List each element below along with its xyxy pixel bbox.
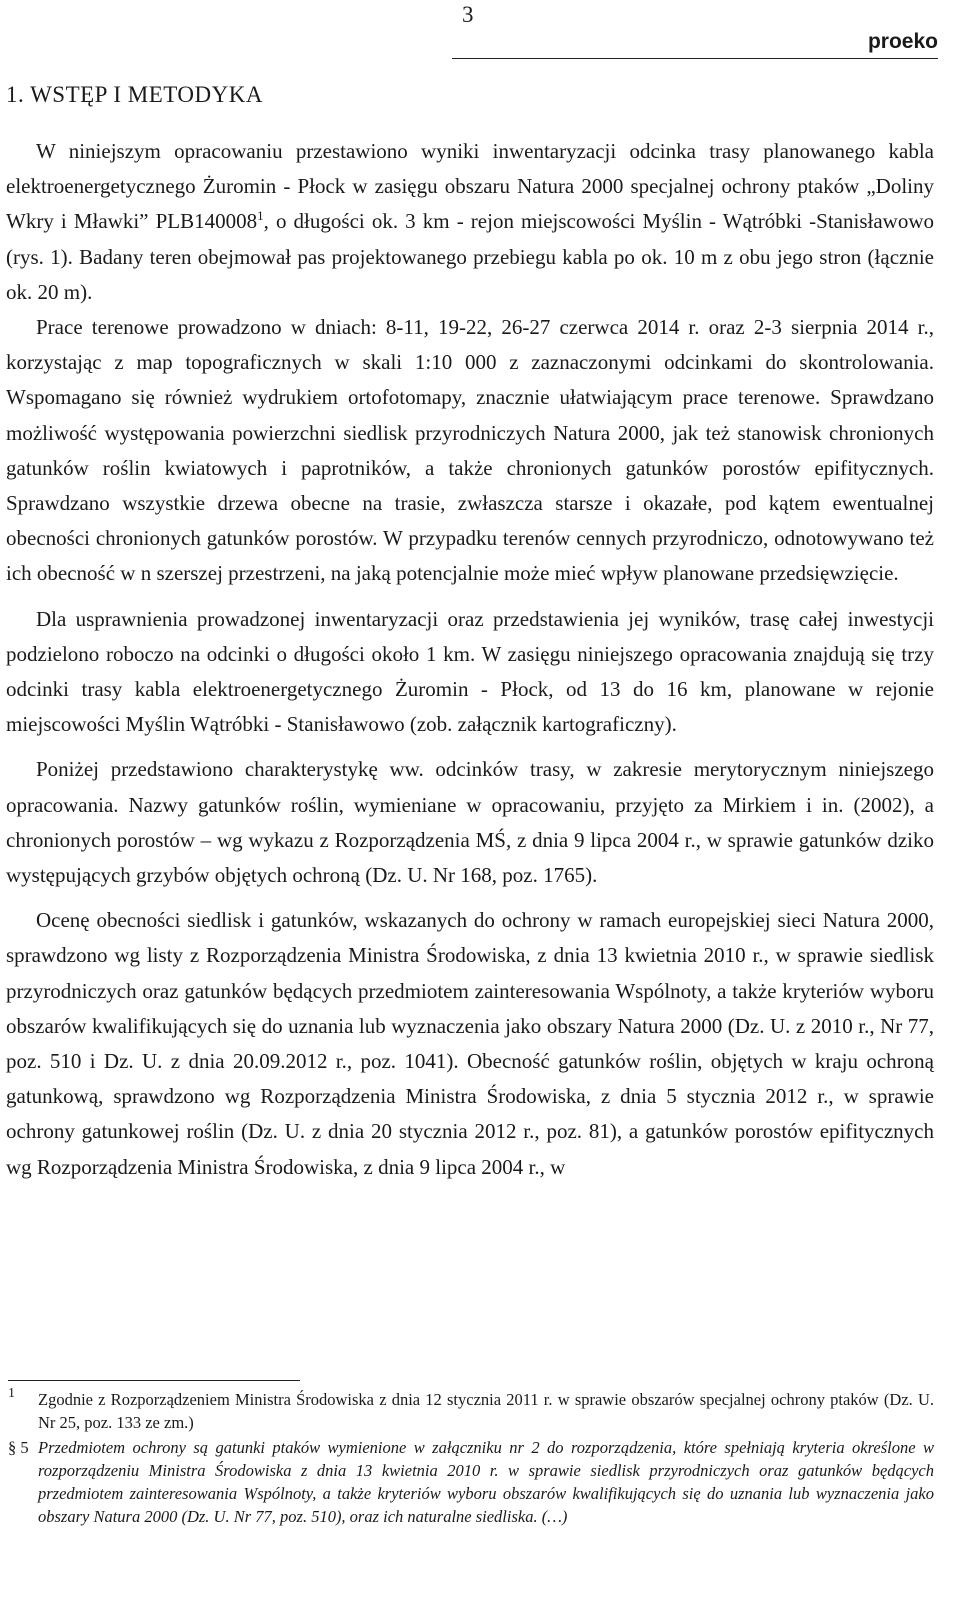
- footnote-2-mark: § 5: [8, 1438, 29, 1457]
- paragraph-4: Poniżej przedstawiono charakterystykę ww. odcinków trasy, w zakresie merytorycznym niniejszego opracowania. Nazwy gatunków roślin, wymieniane w opracowaniu, przyjęto za Mirkiem i in. (2002), a chronionych porostów – wg wykazu z Rozporządzenia MŚ, z dnia 9 lipca 2004 r., w sprawie gatunków dziko występujących grzybów objętych ochroną (Dz. U. Nr 168, poz. 1765).: [6, 757, 934, 888]
- footnote-rule: [8, 1380, 300, 1381]
- footnote-1: [8, 1388, 934, 1434]
- footnote-1-mark: 1: [8, 1386, 15, 1401]
- footnote-2: [8, 1436, 934, 1528]
- paragraph-1-text: W niniejszym opracowaniu przestawiono wyniki inwentaryzacji odcinka trasy planowanego kabla elektroenergetycznego Żuromin - Płock w zasięgu obszaru Natura 2000 specjalnej ochrony ptaków „Doliny Wkry i Mławki” PLB140008: [6, 139, 934, 234]
- body-text: [6, 134, 934, 1185]
- paragraph-3: Dla usprawnienia prowadzonej inwentaryzacji oraz przedstawienia jej wyników, trasę całej inwestycji podzielono roboczo na odcinki o długości około 1 km. W zasięgu niniejszego opracowania znajdują się trzy odcinki trasy kabla elektroenergetycznego Żuromin - Płock, od 13 do 16 km, planowane w rejonie miejscowości Myślin Wątróbki - Stanisławowo (zob. załącznik kartograficzny).: [6, 606, 934, 737]
- footnote-1-text: Zgodnie z Rozporządzeniem Ministra Środowiska z dnia 12 stycznia 2011 r. w sprawie obszarów specjalnej ochrony ptaków (Dz. U. Nr 25, poz. 133 ze zm.): [38, 1390, 934, 1432]
- footnote-ref-1: 1: [257, 208, 264, 224]
- paragraph-1-text-cont: , o długości ok. 3 km - rejon miejscowości Myślin - Wątróbki -Stanisławowo (rys. 1). Badany teren obejmował pas projektowanego przebiegu kabla po ok. 10 m z obu jego stron (łącznie ok. 20 m).: [6, 209, 934, 304]
- paragraph-2: Prace terenowe prowadzono w dniach: 8-11, 19-22, 26-27 czerwca 2014 r. oraz 2-3 sierpnia 2014 r., korzystając z map topograficznych w skali 1:10 000 z zaznaczonymi odcinkami do skontrolowania. Wspomagano się również wydrukiem ortofotomapy, znacznie ułatwiającym prace terenowe. Sprawdzano możliwość występowania powierzchni siedlisk przyrodniczych Natura 2000, jak też stanowisk chronionych gatunków roślin kwiatowych i paprotników, a także chronionych gatunków porostów epifitycznych. Sprawdzano wszystkie drzewa obecne na trasie, zwłaszcza starsze i okazałe, pod kątem ewentualnej obecności chronionych gatunków porostów. W przypadku terenów cennych przyrodniczo, odnotowywano też ich obecność w n szerszej przestrzeni, na jaką potencjalnie może mieć wpływ planowane przedsięwzięcie.: [6, 315, 934, 586]
- footnotes: [8, 1388, 934, 1528]
- footnote-2-text: Przedmiotem ochrony są gatunki ptaków wymienione w załączniku nr 2 do rozporządzenia, które spełniają kryteria określone w rozporządzeniu Ministra Środowiska z dnia 13 kwietnia 2010 r. w sprawie siedlisk przyrodniczych oraz gatunków będących przedmiotem zainteresowania Wspólnoty, a także kryteriów wyboru obszarów kwalifikujących się do uznania lub wyznaczenia jako obszary Natura 2000 (Dz. U. Nr 77, poz. 510), oraz ich naturalne siedliska. (…): [38, 1438, 934, 1526]
- header-rule: [452, 58, 938, 59]
- section-heading: 1. WSTĘP I METODYKA: [6, 82, 263, 107]
- header-brand: proeko: [867, 30, 938, 53]
- paragraph-1: [6, 134, 934, 310]
- paragraph-5: Ocenę obecności siedlisk i gatunków, wskazanych do ochrony w ramach europejskiej sieci Natura 2000, sprawdzono wg listy z Rozporządzenia Ministra Środowiska, z dnia 13 kwietnia 2010 r., w sprawie siedlisk przyrodniczych oraz gatunków będących przedmiotem zainteresowania Wspólnoty, a także kryteriów wyboru obszarów kwalifikujących się do uznania lub wyznaczenia jako obszary Natura 2000 (Dz. U. z 2010 r., Nr 77, poz. 510 i Dz. U. z dnia 20.09.2012 r., poz. 1041). Obecność gatunków roślin, objętych w kraju ochroną gatunkową, sprawdzono wg Rozporządzenia Ministra Środowiska, z dnia 5 stycznia 2012 r., w sprawie ochrony gatunkowej roślin (Dz. U. z dnia 20 stycznia 2012 r., poz. 81), a gatunków porostów epifitycznych wg Rozporządzenia Ministra Środowiska, z dnia 9 lipca 2004 r., w: [6, 908, 934, 1179]
- page-number: 3: [462, 2, 474, 27]
